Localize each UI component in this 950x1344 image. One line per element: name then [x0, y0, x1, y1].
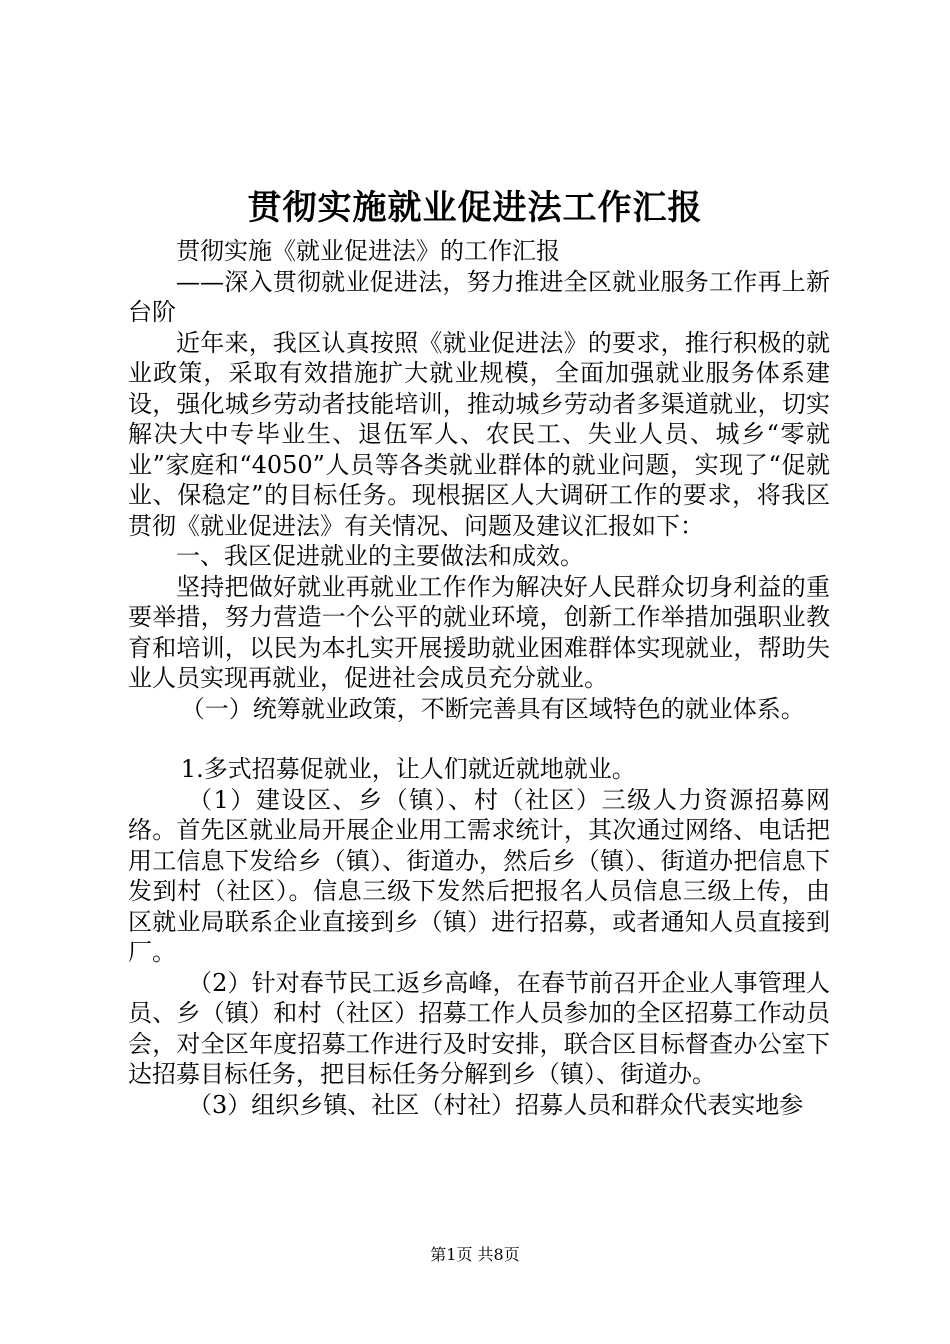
item-paragraph-2: （2）针对春节民工返乡高峰，在春节前召开企业人事管理人员、乡（镇）和村（社区）招募工作人员参加的全区招募工作动员会，对全区年度招募工作进行及时安排，联合区目标督查办公室下达招募目标任务，把目标任务分解到乡（镇）、街道办。: [128, 968, 830, 1088]
document-body: [128, 236, 830, 1120]
document-title: 贯彻实施就业促进法工作汇报: [247, 188, 703, 228]
intro-paragraph: 近年来，我区认真按照《就业促进法》的要求，推行积极的就业政策，采取有效措施扩大就业规模，全面加强就业服务体系建设，强化城乡劳动者技能培训，推动城乡劳动者多渠道就业，切实解决大中专毕业生、退伍军人、农民工、失业人员、城乡“零就业”家庭和“4050”人员等各类就业群体的就业问题，实现了“促就业、保稳定”的目标任务。现根据区人大调研工作的要求，将我区贯彻《就业促进法》有关情况、问题及建议汇报如下：: [128, 328, 830, 540]
subtitle-tagline: ——深入贯彻就业促进法，努力推进全区就业服务工作再上新台阶: [128, 267, 830, 326]
page-footer: 第1页 共8页: [430, 1245, 520, 1264]
item-paragraph-1: （1）建设区、乡（镇）、村（社区）三级人力资源招募网络。首先区就业局开展企业用工需求统计，其次通过网络、电话把用工信息下发给乡（镇）、街道办，然后乡（镇）、街道办把信息下发到村（社区）。信息三级下发然后把报名人员信息三级上传，由区就业局联系企业直接到乡（镇）进行招募，或者通知人员直接到厂。: [128, 785, 830, 966]
item-heading: 1.多式招募促就业，让人们就近就地就业。: [180, 755, 636, 783]
item-paragraph-3: （3）组织乡镇、社区（村社）招募人员和群众代表实地参: [188, 1090, 804, 1119]
section-paragraph: 坚持把做好就业再就业工作作为解决好人民群众切身利益的重要举措，努力营造一个公平的就业环境，创新工作举措加强职业教育和培训，以民为本扎实开展援助就业困难群体实现就业，帮助失业人员实现再就业，促进社会成员充分就业。: [128, 572, 830, 692]
subsection-heading: （一）统筹就业政策，不断完善具有区域特色的就业体系。: [180, 694, 805, 723]
subtitle-line: 贯彻实施《就业促进法》的工作汇报: [176, 237, 560, 265]
section-heading: 一、我区促进就业的主要做法和成效。: [176, 542, 584, 570]
